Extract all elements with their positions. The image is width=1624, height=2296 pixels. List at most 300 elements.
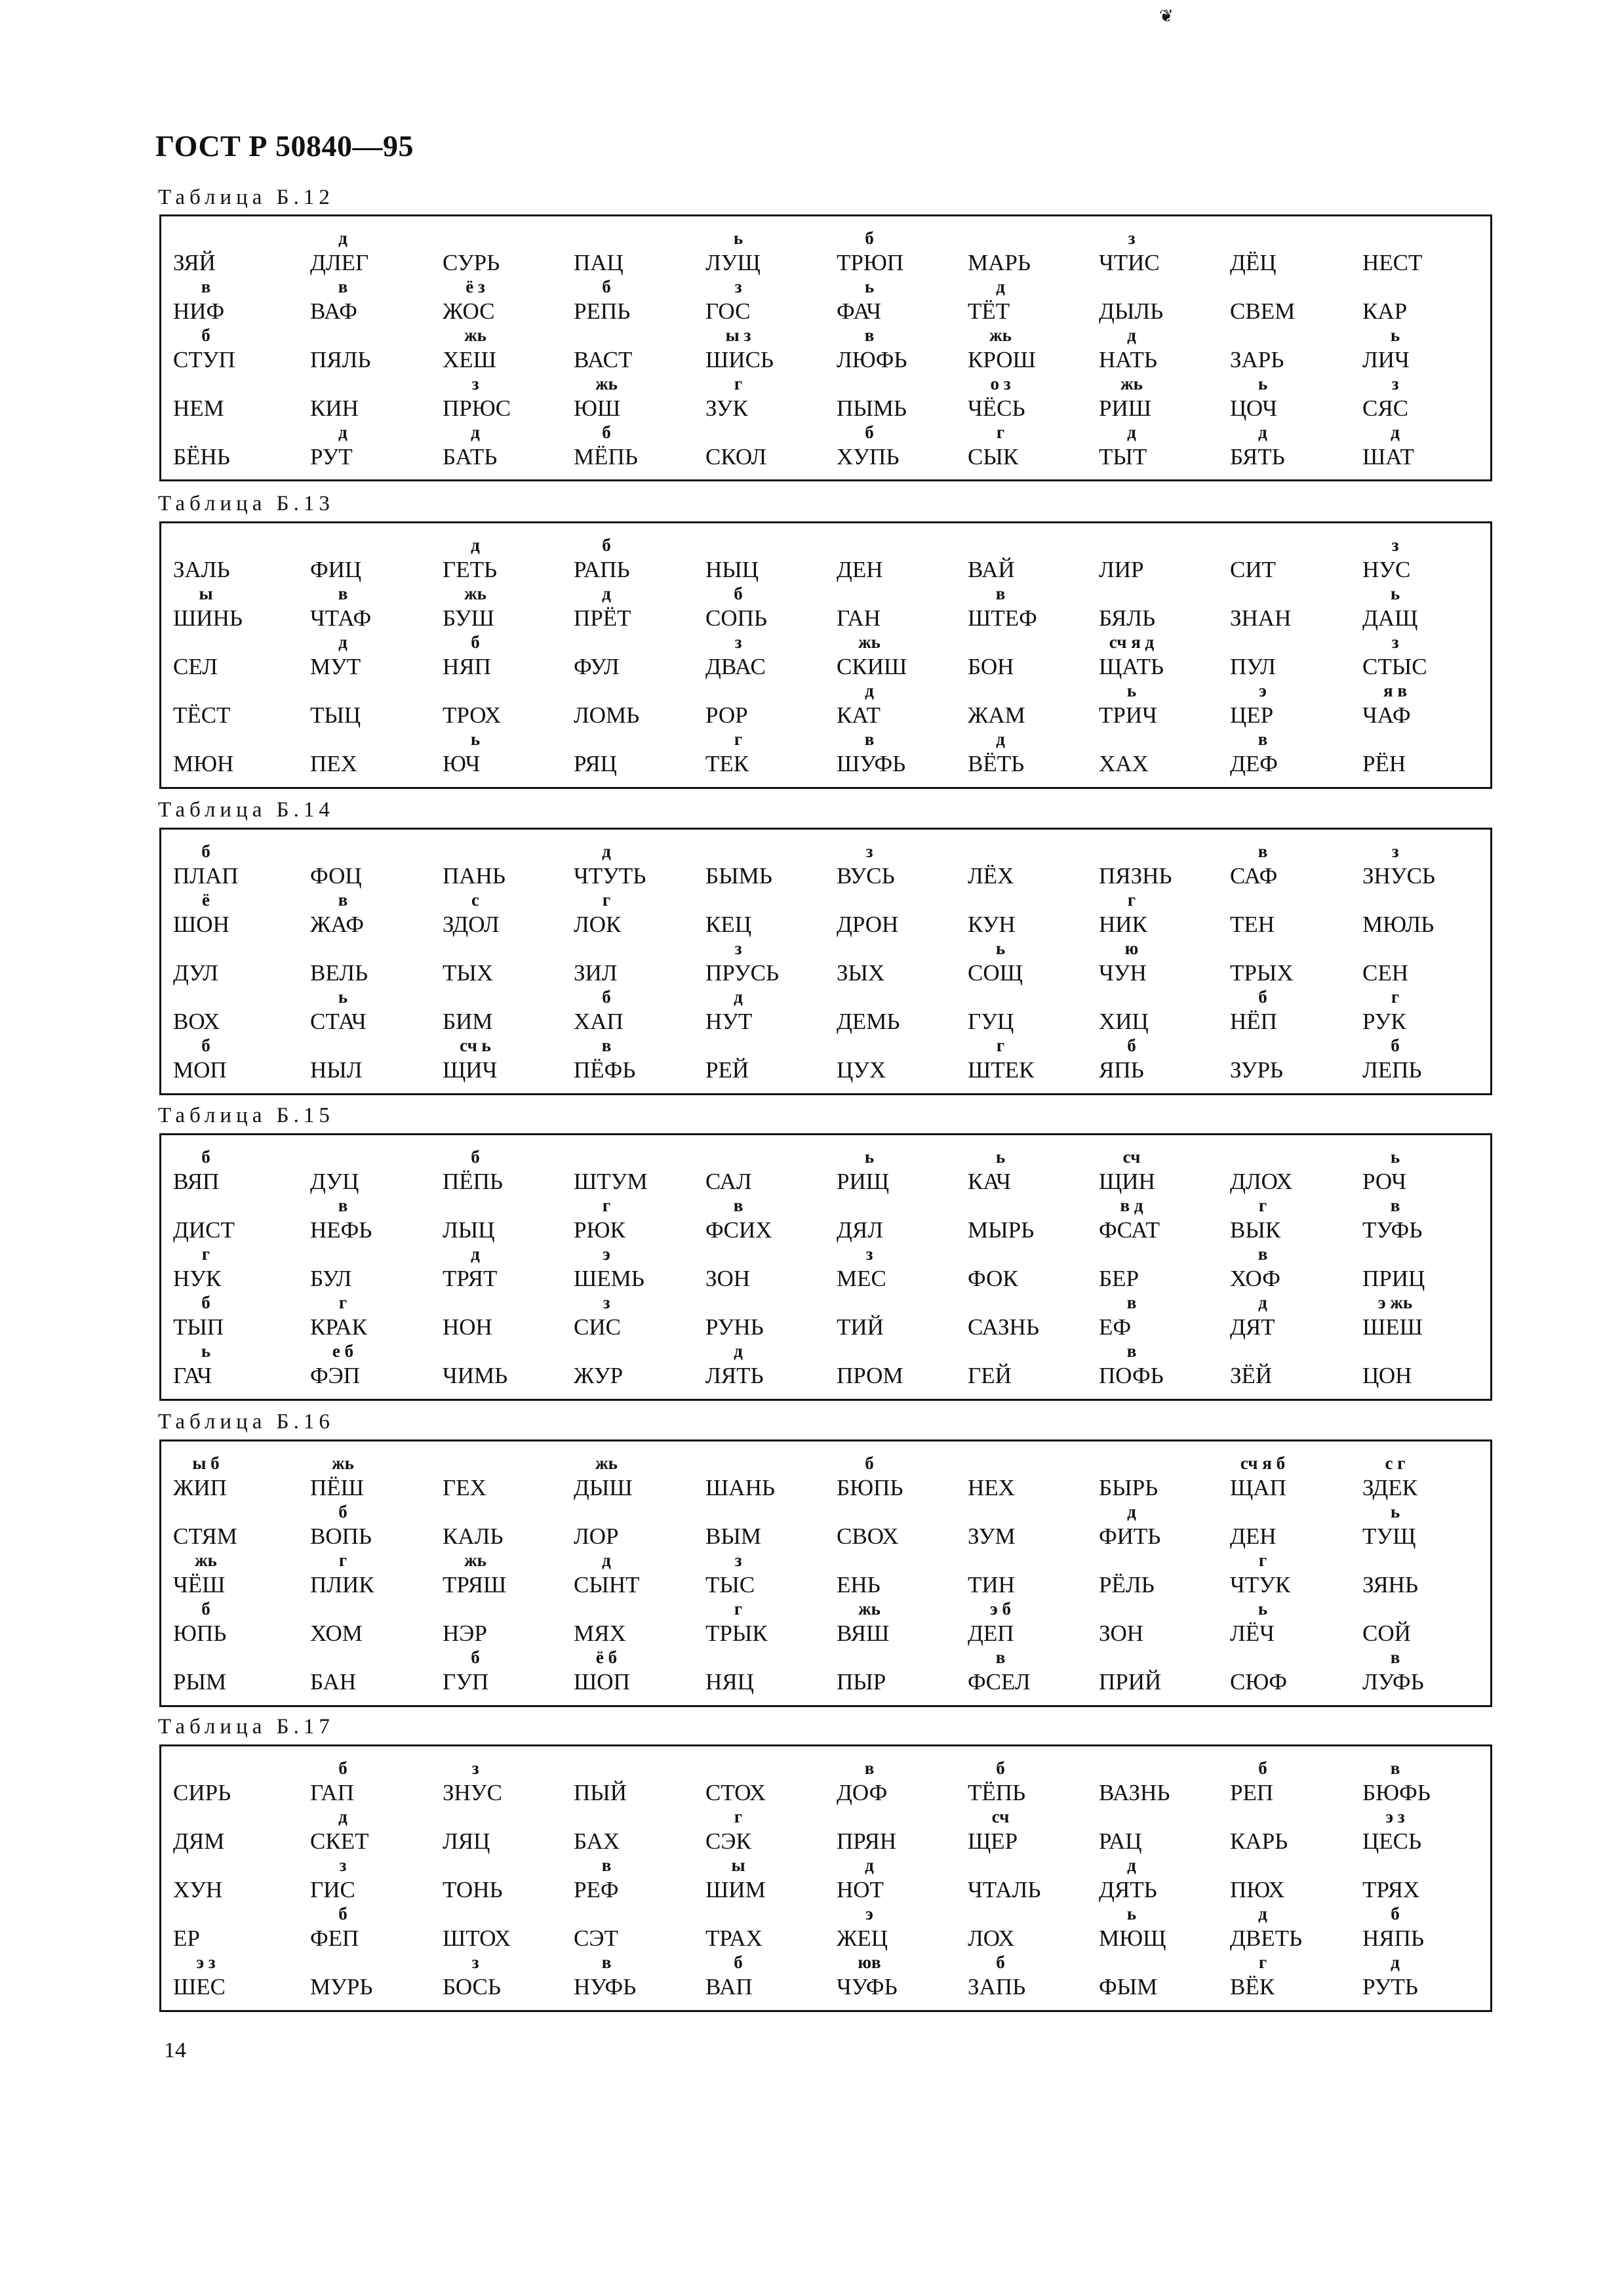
cell-annotation: в [338, 890, 348, 910]
table-cell [1356, 1453, 1487, 1502]
cell-word: ЖОС [443, 298, 495, 324]
table-cell [1356, 729, 1487, 778]
cell-word: ПАЦ [574, 250, 624, 275]
cell-word: СКИШ [837, 654, 907, 679]
cell-word: НАТЬ [1099, 347, 1157, 373]
cell-word: ЖИП [173, 1475, 227, 1500]
table-cell [304, 1550, 435, 1599]
cell-word: ФОЦ [310, 863, 362, 889]
table-cell [1356, 987, 1487, 1036]
table-cell [567, 729, 698, 778]
cell-word: СУРЬ [443, 250, 500, 275]
cell-word: ЛУЩ [705, 250, 761, 275]
table-cell [830, 890, 961, 938]
cell-word: ДАЩ [1362, 605, 1418, 631]
cell-word: ЦОН [1362, 1363, 1412, 1388]
cell-word: ФОК [968, 1266, 1018, 1291]
table-cell [167, 890, 298, 938]
cell-word: ВЁТЬ [968, 751, 1025, 776]
table-cell [304, 681, 435, 729]
cell-word: БАН [310, 1669, 357, 1695]
table-cell [567, 325, 698, 374]
cell-annotation: ы б [192, 1453, 220, 1473]
table-cell [1223, 325, 1355, 374]
table-cell [699, 841, 830, 890]
cell-annotation: ь [1390, 1147, 1400, 1167]
table-cell [304, 841, 435, 890]
table-cell [830, 1952, 961, 2001]
cell-annotation: ь [1126, 1904, 1137, 1923]
cell-word: ТРЮП [837, 250, 904, 275]
cell-word: ШИМ [705, 1877, 766, 1903]
cell-word: КАЧ [968, 1169, 1012, 1194]
table-caption: Таблица Б.16 [158, 1410, 334, 1434]
table-cell [1223, 841, 1355, 890]
cell-word: МОП [173, 1057, 227, 1083]
table-cell [304, 1036, 435, 1084]
table-cell [1356, 535, 1487, 584]
table-cell [1223, 1855, 1355, 1904]
cell-word: ДИСТ [173, 1217, 235, 1243]
cell-word: ШИНЬ [173, 605, 243, 631]
table-cell [1092, 1341, 1223, 1390]
table-cell [304, 1758, 435, 1807]
table-cell [830, 535, 961, 584]
cell-word: ЗЯЙ [173, 250, 216, 275]
table-cell [699, 1147, 830, 1196]
cell-annotation: з [1391, 535, 1399, 555]
table-cell [304, 1341, 435, 1390]
word-table [159, 828, 1492, 1095]
cell-word: ШЕШ [1362, 1314, 1423, 1340]
table-cell [1092, 987, 1223, 1036]
cell-annotation: э [865, 1904, 873, 1923]
cell-annotation: д [602, 584, 611, 603]
cell-annotation: д [1127, 422, 1136, 442]
cell-word: ЮШ [574, 395, 621, 421]
cell-word: ДЁЦ [1230, 250, 1277, 275]
cell-word: ЮЧ [443, 751, 481, 776]
table-cell [1356, 1952, 1487, 2001]
table-cell [1092, 584, 1223, 632]
cell-annotation: з [1128, 228, 1136, 248]
table-caption: Таблица Б.13 [158, 492, 334, 515]
cell-word: ТРЯШ [443, 1572, 507, 1598]
cell-annotation: ё [202, 890, 210, 910]
table-cell [167, 1647, 298, 1696]
cell-word: ФЭП [310, 1363, 361, 1388]
cell-word: ВАП [705, 1974, 753, 2000]
cell-annotation: в [733, 1196, 743, 1215]
cell-word: НЫЦ [705, 557, 759, 582]
cell-annotation: б [471, 1147, 480, 1167]
table-cell [567, 1244, 698, 1293]
cell-annotation: жь [595, 1453, 618, 1473]
cell-annotation: жь [858, 1599, 881, 1619]
table-cell [1356, 1855, 1487, 1904]
table-cell [830, 1647, 961, 1696]
cell-annotation: ь [338, 987, 348, 1007]
cell-word: ВАФ [310, 298, 357, 324]
table-cell [567, 1599, 698, 1647]
cell-word: ДЛОХ [1230, 1169, 1293, 1194]
cell-word: СЭТ [574, 1925, 618, 1951]
document-header: ГОСТ Р 50840—95 [155, 129, 414, 163]
cell-word: СЕЛ [173, 654, 218, 679]
cell-word: ЗУМ [968, 1523, 1016, 1549]
cell-word: КАР [1362, 298, 1408, 324]
cell-word: ПЯЗНЬ [1099, 863, 1172, 889]
table-cell [567, 1196, 698, 1244]
cell-word: ПЁПЬ [443, 1169, 504, 1194]
cell-annotation: ь [1390, 584, 1400, 603]
cell-word: ВАЙ [968, 557, 1015, 582]
cell-word: СТАЧ [310, 1009, 366, 1034]
table-cell [567, 1502, 698, 1550]
table-cell [699, 584, 830, 632]
table-cell [1223, 1647, 1355, 1696]
cell-word: ДЕН [1230, 1523, 1277, 1549]
word-table [159, 214, 1492, 481]
cell-annotation: б [338, 1904, 347, 1923]
cell-annotation: д [734, 1341, 743, 1361]
cell-word: ГИС [310, 1877, 355, 1903]
cell-word: ФЕП [310, 1925, 359, 1951]
table-cell [1092, 890, 1223, 938]
cell-word: ВАСТ [574, 347, 633, 373]
cell-annotation: в [995, 1647, 1006, 1667]
table-cell [1092, 535, 1223, 584]
table-cell [830, 1599, 961, 1647]
table-cell [830, 681, 961, 729]
cell-word: НЕХ [968, 1475, 1015, 1500]
cell-word: ВЫМ [705, 1523, 761, 1549]
table-cell [830, 277, 961, 325]
table-cell [1356, 422, 1487, 471]
table-cell [830, 584, 961, 632]
table-cell [1356, 1550, 1487, 1599]
table-cell [830, 422, 961, 471]
cell-word: РОЧ [1362, 1169, 1407, 1194]
cell-word: БУЛ [310, 1266, 352, 1291]
cell-word: СОПЬ [705, 605, 767, 631]
cell-word: ТЁТ [968, 298, 1010, 324]
page-number: 14 [164, 2038, 186, 2063]
cell-word: ЩАТЬ [1099, 654, 1164, 679]
cell-annotation: ы [199, 584, 213, 603]
cell-annotation: жь [989, 325, 1012, 345]
table-cell [436, 987, 567, 1036]
table-cell [567, 681, 698, 729]
cell-word: ВУСЬ [837, 863, 895, 889]
table-cell [436, 681, 567, 729]
cell-word: ТИЙ [837, 1314, 884, 1340]
cell-annotation: д [865, 1855, 874, 1875]
table-cell [1092, 422, 1223, 471]
cell-annotation: жь [464, 584, 486, 603]
cell-word: ЛЕПЬ [1362, 1057, 1422, 1083]
table-cell [1092, 1904, 1223, 1952]
table-cell [830, 841, 961, 890]
cell-annotation: б [338, 1502, 347, 1521]
table-cell [699, 1758, 830, 1807]
table-cell [1223, 938, 1355, 987]
cell-word: БЫРЬ [1099, 1475, 1159, 1500]
table-cell [304, 535, 435, 584]
cell-annotation: з [734, 277, 742, 296]
cell-annotation: ь [733, 228, 743, 248]
cell-word: ПРЮС [443, 395, 511, 421]
table-cell [304, 1196, 435, 1244]
cell-annotation: б [865, 422, 874, 442]
cell-annotation: б [201, 841, 210, 861]
table-cell [961, 422, 1092, 471]
table-cell [1092, 1758, 1223, 1807]
cell-word: ЕНЬ [837, 1572, 881, 1598]
cell-annotation: д [338, 422, 347, 442]
cell-annotation: сч ь [460, 1036, 491, 1055]
cell-word: ГАЧ [173, 1363, 212, 1388]
cell-annotation: з [865, 1244, 873, 1264]
cell-annotation: ь [1390, 325, 1400, 345]
cell-word: ЧТАФ [310, 605, 372, 631]
cell-annotation: жь [195, 1550, 217, 1570]
table-cell [304, 1647, 435, 1696]
table-cell [699, 1855, 830, 1904]
table-cell [567, 535, 698, 584]
cell-annotation: з [339, 1855, 347, 1875]
table-cell [830, 938, 961, 987]
cell-word: ДОФ [837, 1780, 888, 1805]
table-cell [699, 938, 830, 987]
cell-word: ДЛЕГ [310, 250, 369, 275]
table-cell [830, 1293, 961, 1341]
cell-word: ВОХ [173, 1009, 220, 1034]
table-cell [436, 1244, 567, 1293]
cell-word: КУН [968, 912, 1016, 937]
table-cell [167, 1147, 298, 1196]
cell-annotation: д [602, 841, 611, 861]
table-cell [1092, 632, 1223, 681]
cell-word: ДЕФ [1230, 751, 1278, 776]
table-cell [436, 890, 567, 938]
table-cell [1356, 1244, 1487, 1293]
cell-annotation: б [471, 1647, 480, 1667]
cell-annotation: г [1391, 987, 1400, 1007]
cell-annotation: з [734, 632, 742, 652]
cell-word: ТРЯТ [443, 1266, 498, 1291]
cell-word: ХОМ [310, 1621, 363, 1646]
cell-word: ПЁФЬ [574, 1057, 636, 1083]
cell-annotation: г [602, 1196, 611, 1215]
cell-annotation: г [996, 422, 1005, 442]
table-cell [167, 632, 298, 681]
table-cell [961, 890, 1092, 938]
table-cell [167, 1036, 298, 1084]
table-cell [436, 1647, 567, 1696]
table-cell [1223, 1952, 1355, 2001]
table-cell [1092, 1952, 1223, 2001]
cell-annotation: с [471, 890, 479, 910]
cell-word: БИМ [443, 1009, 493, 1034]
cell-word: НЁП [1230, 1009, 1277, 1034]
cell-annotation: в [1126, 1341, 1137, 1361]
cell-annotation: в [1258, 729, 1268, 749]
table-cell [961, 1293, 1092, 1341]
table-cell [1092, 681, 1223, 729]
cell-word: ЗУРЬ [1230, 1057, 1284, 1083]
cell-word: КРАК [310, 1314, 367, 1340]
cell-annotation: жь [332, 1453, 354, 1473]
cell-annotation: в [864, 729, 875, 749]
table-cell [436, 938, 567, 987]
cell-word: КАТ [837, 702, 881, 728]
table-cell [1356, 1147, 1487, 1196]
cell-word: ЛОХ [968, 1925, 1015, 1951]
cell-annotation: д [734, 987, 743, 1007]
cell-annotation: в [1390, 1196, 1400, 1215]
cell-word: КЕЦ [705, 912, 751, 937]
cell-word: ХУН [173, 1877, 223, 1903]
cell-word: ПЫЙ [574, 1780, 627, 1805]
word-table [159, 521, 1492, 789]
table-cell [436, 422, 567, 471]
cell-annotation: ы [731, 1855, 745, 1875]
cell-annotation: сч [991, 1807, 1010, 1826]
cell-word: ЦЕР [1230, 702, 1274, 728]
table-cell [304, 374, 435, 422]
table-cell [567, 1453, 698, 1502]
table-cell [699, 535, 830, 584]
cell-annotation: б [996, 1952, 1005, 1972]
cell-annotation: з [1391, 841, 1399, 861]
cell-annotation: б [471, 632, 480, 652]
table-cell [436, 1758, 567, 1807]
cell-annotation: д [865, 681, 874, 700]
table-cell [830, 1758, 961, 1807]
cell-annotation: э [1259, 681, 1267, 700]
cell-word: ПРОМ [837, 1363, 903, 1388]
table-cell [1356, 681, 1487, 729]
table-cell [699, 1647, 830, 1696]
cell-word: НЕМ [173, 395, 224, 421]
table-cell [167, 1341, 298, 1390]
table-cell [567, 374, 698, 422]
cell-word: ХУПЬ [837, 444, 900, 470]
table-cell [436, 374, 567, 422]
cell-word: БАХ [574, 1828, 620, 1854]
table-cell [167, 1952, 298, 2001]
cell-word: ЗДОЛ [443, 912, 500, 937]
table-cell [1092, 1036, 1223, 1084]
table-cell [961, 1758, 1092, 1807]
cell-annotation: ь [201, 1341, 211, 1361]
table-cell [1356, 1647, 1487, 1696]
table-cell [1356, 1807, 1487, 1855]
cell-word: РУНЬ [705, 1314, 764, 1340]
cell-word: ВЁК [1230, 1974, 1275, 2000]
cell-annotation: з [471, 1952, 479, 1972]
cell-word: САЛ [705, 1169, 752, 1194]
cell-annotation: ю [1124, 938, 1139, 958]
table-cell [961, 841, 1092, 890]
table-cell [830, 228, 961, 277]
table-caption: Таблица Б.14 [158, 798, 334, 822]
table-cell [961, 729, 1092, 778]
cell-word: НУС [1362, 557, 1411, 582]
cell-annotation: д [996, 277, 1005, 296]
cell-word: ЧЁСЬ [968, 395, 1025, 421]
cell-annotation: д [1258, 422, 1267, 442]
word-table [159, 1440, 1492, 1707]
table-cell [436, 325, 567, 374]
cell-word: ЦЕСЬ [1362, 1828, 1422, 1854]
cell-word: СКОЛ [705, 444, 767, 470]
cell-word: МУТ [310, 654, 361, 679]
table-cell [1356, 890, 1487, 938]
cell-word: МЯХ [574, 1621, 626, 1646]
cell-word: ХОФ [1230, 1266, 1280, 1291]
cell-word: МЮН [173, 751, 234, 776]
cell-annotation: д [338, 228, 347, 248]
cell-word: ШАНЬ [705, 1475, 775, 1500]
table-cell [567, 1550, 698, 1599]
table-cell [1356, 1904, 1487, 1952]
cell-word: ЧИМЬ [443, 1363, 508, 1388]
table-cell [1223, 1807, 1355, 1855]
table-cell [304, 632, 435, 681]
cell-word: МЫРЬ [968, 1217, 1035, 1243]
cell-word: ВЕЛЬ [310, 960, 368, 986]
cell-word: ДЯЛ [837, 1217, 883, 1243]
table-cell [167, 1599, 298, 1647]
table-cell [830, 1244, 961, 1293]
table-cell [167, 1550, 298, 1599]
cell-annotation: д [338, 632, 347, 652]
cell-word: ЖАМ [968, 702, 1025, 728]
cell-word: ЩАП [1230, 1475, 1286, 1500]
table-cell [436, 1550, 567, 1599]
cell-word: ГЕТЬ [443, 557, 498, 582]
table-cell [1223, 1758, 1355, 1807]
cell-word: ДЕМЬ [837, 1009, 900, 1034]
cell-word: БЁНЬ [173, 444, 230, 470]
cell-annotation: з [471, 1758, 479, 1778]
table-cell [1223, 1502, 1355, 1550]
table-cell [1092, 1502, 1223, 1550]
cell-word: ВЫК [1230, 1217, 1281, 1243]
table-cell [1223, 987, 1355, 1036]
table-cell [304, 1904, 435, 1952]
cell-annotation: д [471, 1244, 480, 1264]
cell-annotation: я в [1383, 681, 1407, 700]
cell-annotation: б [1391, 1036, 1400, 1055]
cell-annotation: б [602, 277, 611, 296]
cell-word: НЕФЬ [310, 1217, 372, 1243]
cell-word: СИС [574, 1314, 621, 1340]
cell-word: НЯП [443, 654, 491, 679]
cell-annotation: з [1391, 632, 1399, 652]
table-cell [830, 729, 961, 778]
cell-annotation: в [1258, 1244, 1268, 1264]
cell-word: МЁПЬ [574, 444, 638, 470]
cell-annotation: д [1391, 422, 1400, 442]
cell-word: ЛЯЦ [443, 1828, 490, 1854]
table-cell [830, 374, 961, 422]
cell-annotation: б [201, 325, 210, 345]
cell-annotation: г [996, 1036, 1005, 1055]
table-cell [167, 938, 298, 987]
